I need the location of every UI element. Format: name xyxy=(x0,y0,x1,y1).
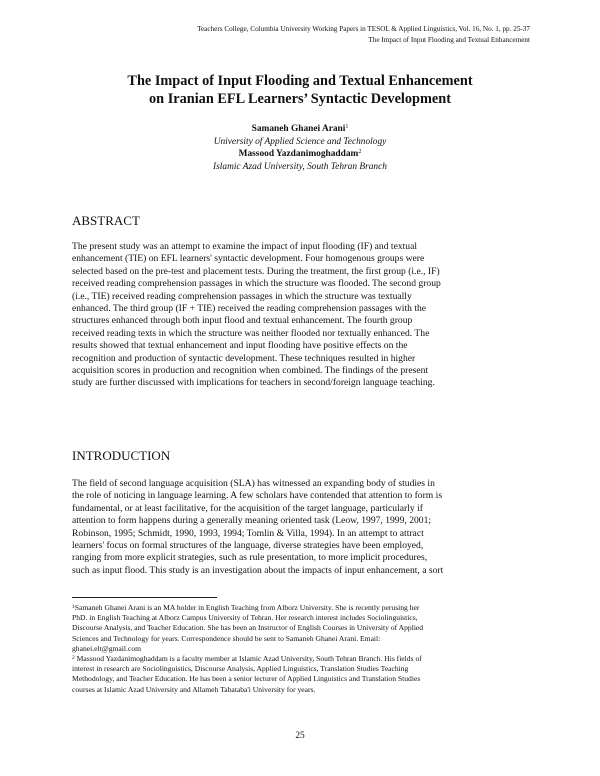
author-1-affiliation: University of Applied Science and Technology xyxy=(213,136,387,147)
abstract-line: acquisition scores in production and recognition when combined. The findings of the present xyxy=(72,365,429,377)
author-2-affiliation: Islamic Azad University, South Tehran Branch xyxy=(213,161,387,172)
abstract-line: selected based on the pre-test and placement tests. During the treatment, the first group (i.e., IF) xyxy=(72,265,440,277)
footnote-line: interest in research are Sociolinguistics, Discourse Analysis, Applied Linguistics, Translation Studies Teaching xyxy=(72,664,409,674)
introduction-line: such as input flood. This study is an investigation about the impacts of input enhancement, a sort xyxy=(72,564,444,576)
abstract-body xyxy=(72,241,530,390)
paper-title-line-2: on Iranian EFL Learners’ Syntactic Development xyxy=(149,91,451,107)
page-number: 25 xyxy=(295,731,305,741)
footnote-line: Sciences and Technology for years. Correspondence should be sent to Samaneh Ghanei Arani. Email: xyxy=(72,633,381,643)
footnote-divider xyxy=(72,597,217,598)
introduction-line: learners' focus on formal structures of the language, diverse strategies have been employed, xyxy=(72,540,424,552)
author-2-name: Massood Yazdanimoghaddam xyxy=(238,149,359,159)
footnote-line: Discourse Analysis, and Teacher Education. She has been an Instructor of English Courses in University of Applied xyxy=(72,623,424,633)
abstract-line: received reading comprehension passages in which the structure was flooded. The second group xyxy=(72,278,441,290)
abstract-line: recognition and production of syntactic development. These techniques resulted in higher xyxy=(72,352,416,364)
abstract-line: structures enhanced through both input flood and textual enhancement. The fourth group xyxy=(72,315,413,327)
introduction-line: Robinson, 1995; Schmidt, 1990, 1993, 1994; Tomlin & Villa, 1994). In an attempt to attract xyxy=(72,527,424,539)
paper-title xyxy=(0,72,600,108)
footnote-line: PhD. in English Teaching at Alborz Campus University of Tehran. Her research interest includes Sociolinguistics, xyxy=(72,613,418,623)
footnote-line: Methodology, and Teacher Education. He has been a senior lecturer of Applied Linguistics and Translation Studies xyxy=(72,674,421,684)
footnote-2-marker: 2 xyxy=(72,655,75,662)
running-header-title: The Impact of Input Flooding and Textual Enhancement xyxy=(368,36,530,44)
abstract-heading: ABSTRACT xyxy=(72,213,140,228)
footnote-1 xyxy=(72,603,532,654)
footnotes xyxy=(72,603,532,695)
footnote-line: courses at Islamic Azad University and Allameh Tabataba'i University for years. xyxy=(72,684,316,694)
abstract-line: The present study was an attempt to examine the impact of input flooding (IF) and textual xyxy=(72,241,418,252)
author-1-footnote-marker: 1 xyxy=(345,124,349,130)
footnote-1-marker: 1 xyxy=(72,604,75,610)
introduction-line: The field of second language acquisition (SLA) has witnessed an expanding body of studies in xyxy=(72,478,435,489)
running-header xyxy=(197,24,530,46)
paper-title-line-1: The Impact of Input Flooding and Textual Enhancement xyxy=(127,73,473,89)
introduction-line: attention to form happens during a generally meaning oriented task (Leow, 1997, 1999, 2001; xyxy=(72,515,432,527)
author-2 xyxy=(0,148,600,161)
author-1-name: Samaneh Ghanei Arani xyxy=(251,124,346,134)
abstract-line: results showed that textual enhancement and input flooding have positive effects on the xyxy=(72,340,408,352)
abstract-line: study are further discussed with implications for teachers in second/foreign language teaching. xyxy=(72,377,435,389)
introduction-line: fundamental, or at least facilitative, for the acquisition of the target language, particularly if xyxy=(72,502,423,514)
abstract-line: enhancement (TIE) on EFL learners' syntactic development. Four homogenous groups were xyxy=(72,253,425,265)
abstract-line: enhanced. The third group (IF + TIE) received the reading comprehension passages with the xyxy=(72,303,427,315)
abstract-line: (i.e., TIE) received reading comprehension passages in which the structure was textually xyxy=(72,290,412,302)
footnote-line: Samaneh Ghanei Arani is an MA holder in English Teaching from Alborz University. She is recently perusing her xyxy=(74,603,420,612)
introduction-line: the role of noticing in language learning. A few scholars have contended that attention to form is xyxy=(72,490,443,502)
author-1 xyxy=(0,123,600,136)
introduction-body xyxy=(72,478,530,577)
footnote-2 xyxy=(72,654,532,695)
running-header-journal: Teachers College, Columbia University Working Papers in TESOL & Applied Linguistics, Vol. 16, No. 1, pp. 25-37 xyxy=(197,25,530,33)
footnote-line: Massood Yazdanimoghaddam is a faculty member at Islamic Azad University, South Tehran Branch. His fields of xyxy=(74,654,422,664)
author-block xyxy=(0,123,600,173)
footnote-email[interactable]: ghanei.elt@gmail.com xyxy=(72,643,141,653)
introduction-heading: INTRODUCTION xyxy=(72,448,171,463)
introduction-line: ranging from more explicit strategies, such as rule presentation, to more implicit procedures, xyxy=(72,552,428,564)
abstract-line: received reading texts in which the structure was neither flooded nor textually enhanced. The xyxy=(72,327,430,339)
author-2-footnote-marker: 2 xyxy=(358,149,362,155)
